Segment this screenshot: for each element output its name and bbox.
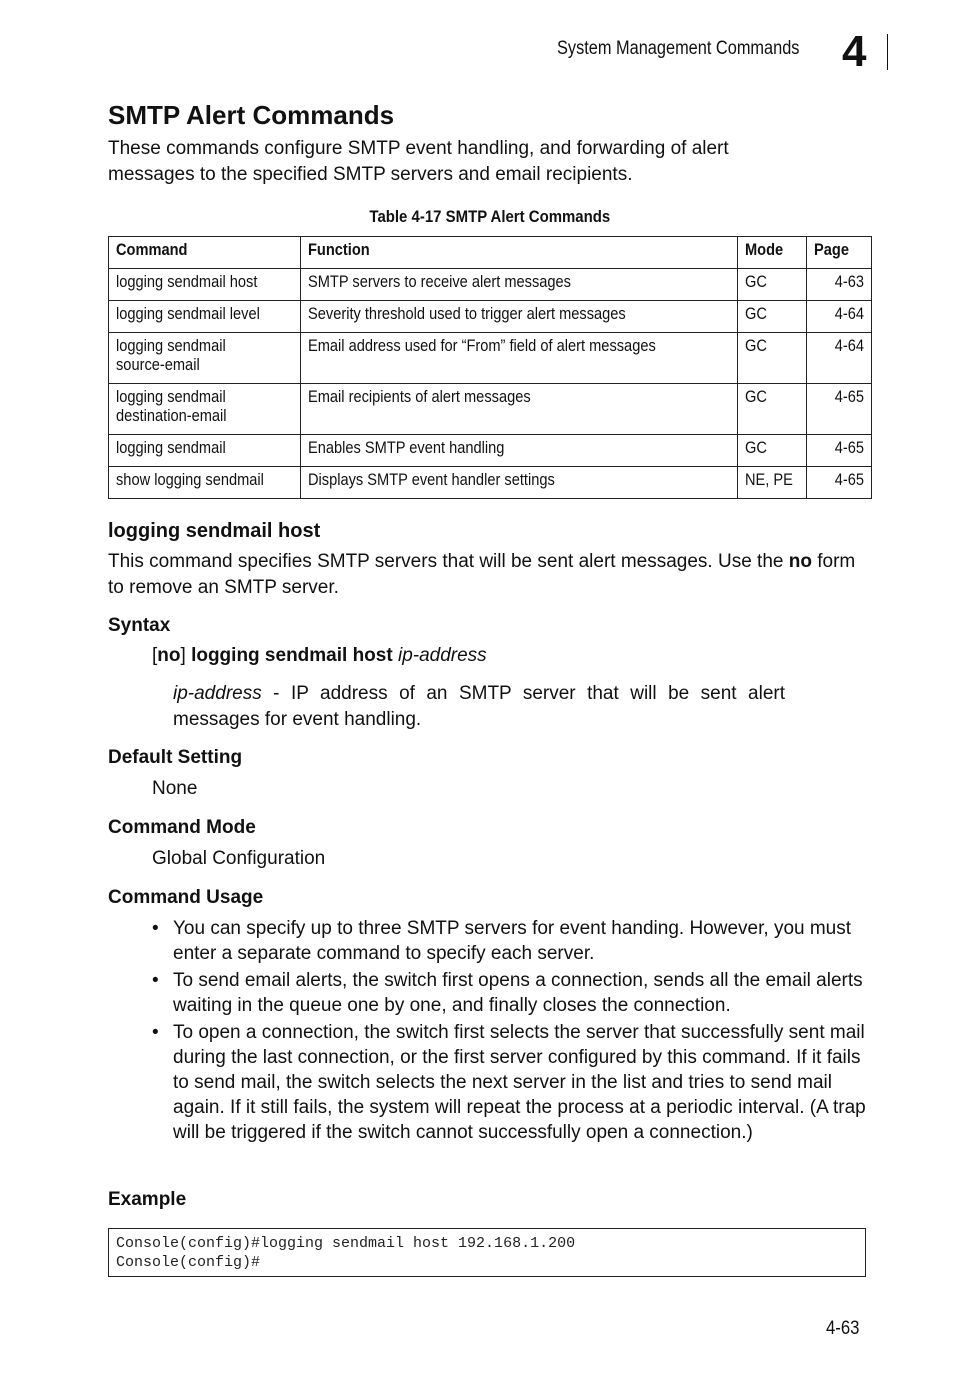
cell-mode: GC <box>738 384 807 435</box>
column-header-function: Function <box>301 237 738 269</box>
table-caption: Table 4-17 SMTP Alert Commands <box>369 207 610 226</box>
cell-function: Email address used for “From” field of alert messages <box>301 333 738 384</box>
table-row <box>109 435 872 467</box>
cell-page: 4-65 <box>807 467 872 499</box>
cell-page: 4-64 <box>807 301 872 333</box>
list-item: • You can specify up to three SMTP servers for event handing. However, you must enter a separate command to specify each server. <box>152 918 852 964</box>
command-usage-heading: Command Usage <box>108 887 264 908</box>
cell-command: show logging sendmail <box>109 467 301 499</box>
table-header-row <box>109 237 872 269</box>
table-row <box>109 467 872 499</box>
cell-mode: GC <box>738 435 807 467</box>
command-mode-value: Global Configuration <box>152 848 326 869</box>
chapter-divider <box>887 34 888 70</box>
parameter-description: ip-address - IP address of an SMTP server that will be sent alert messages for event handling. <box>173 683 785 730</box>
cell-function: Displays SMTP event handler settings <box>301 467 738 499</box>
cell-mode: NE, PE <box>738 467 807 499</box>
cell-mode: GC <box>738 333 807 384</box>
default-setting-heading: Default Setting <box>108 747 243 768</box>
list-item: • To send email alerts, the switch first opens a connection, sends all the email alerts waiting in the queue one by one, and finally closes the connection. <box>152 970 863 1016</box>
table-row <box>109 301 872 333</box>
running-header: System Management Commands <box>557 38 800 59</box>
column-header-page: Page <box>807 237 872 269</box>
cell-function: Email recipients of alert messages <box>301 384 738 435</box>
column-header-command: Command <box>109 237 301 269</box>
column-header-mode: Mode <box>738 237 807 269</box>
cell-page: 4-65 <box>807 384 872 435</box>
command-title: logging sendmail host <box>108 520 321 542</box>
cell-function: Severity threshold used to trigger alert messages <box>301 301 738 333</box>
no-keyword: no <box>788 551 812 572</box>
cell-command: logging sendmail <box>109 435 301 467</box>
syntax-line: [no] logging sendmail host ip-address <box>152 645 487 666</box>
cell-command: logging sendmail source-email <box>109 333 301 384</box>
cell-page: 4-63 <box>807 269 872 301</box>
section-title: SMTP Alert Commands <box>108 100 395 130</box>
cell-command: logging sendmail host <box>109 269 301 301</box>
syntax-heading: Syntax <box>108 615 171 636</box>
section-intro: These commands configure SMTP event handling, and forwarding of alert messages to the specified SMTP servers and email recipients. <box>108 138 729 185</box>
command-description: This command specifies SMTP servers that will be sent alert messages. Use the no form to remove an SMTP server. <box>108 551 856 598</box>
smtp-commands-table <box>108 236 872 499</box>
cell-mode: GC <box>738 269 807 301</box>
cell-page: 4-64 <box>807 333 872 384</box>
example-code-block <box>108 1228 866 1277</box>
command-mode-heading: Command Mode <box>108 817 256 838</box>
code-line: Console(config)#logging sendmail host 192.168.1.200 <box>116 1235 576 1252</box>
usage-list <box>152 916 867 1147</box>
default-setting-value: None <box>152 778 198 799</box>
cell-function: SMTP servers to receive alert messages <box>301 269 738 301</box>
page-number: 4-63 <box>826 1318 860 1339</box>
cell-page: 4-65 <box>807 435 872 467</box>
cell-command: logging sendmail destination-email <box>109 384 301 435</box>
cell-function: Enables SMTP event handling <box>301 435 738 467</box>
example-heading: Example <box>108 1189 187 1210</box>
chapter-number: 4 <box>842 27 867 76</box>
table-row <box>109 269 872 301</box>
code-line: Console(config)# <box>116 1254 261 1271</box>
list-item: • To open a connection, the switch first selects the server that successfully sent mail during the last connection, or the first server configured by this command. If it fails to send mail, the switch selects the next server in the list and tries to send mail again. If it still fails, the system will repeat the process at a periodic interval. (A trap will be triggered if the switch cannot successfully open a connection.) <box>152 1022 866 1143</box>
cell-command: logging sendmail level <box>109 301 301 333</box>
table-row <box>109 384 872 435</box>
cell-mode: GC <box>738 301 807 333</box>
table-row <box>109 333 872 384</box>
